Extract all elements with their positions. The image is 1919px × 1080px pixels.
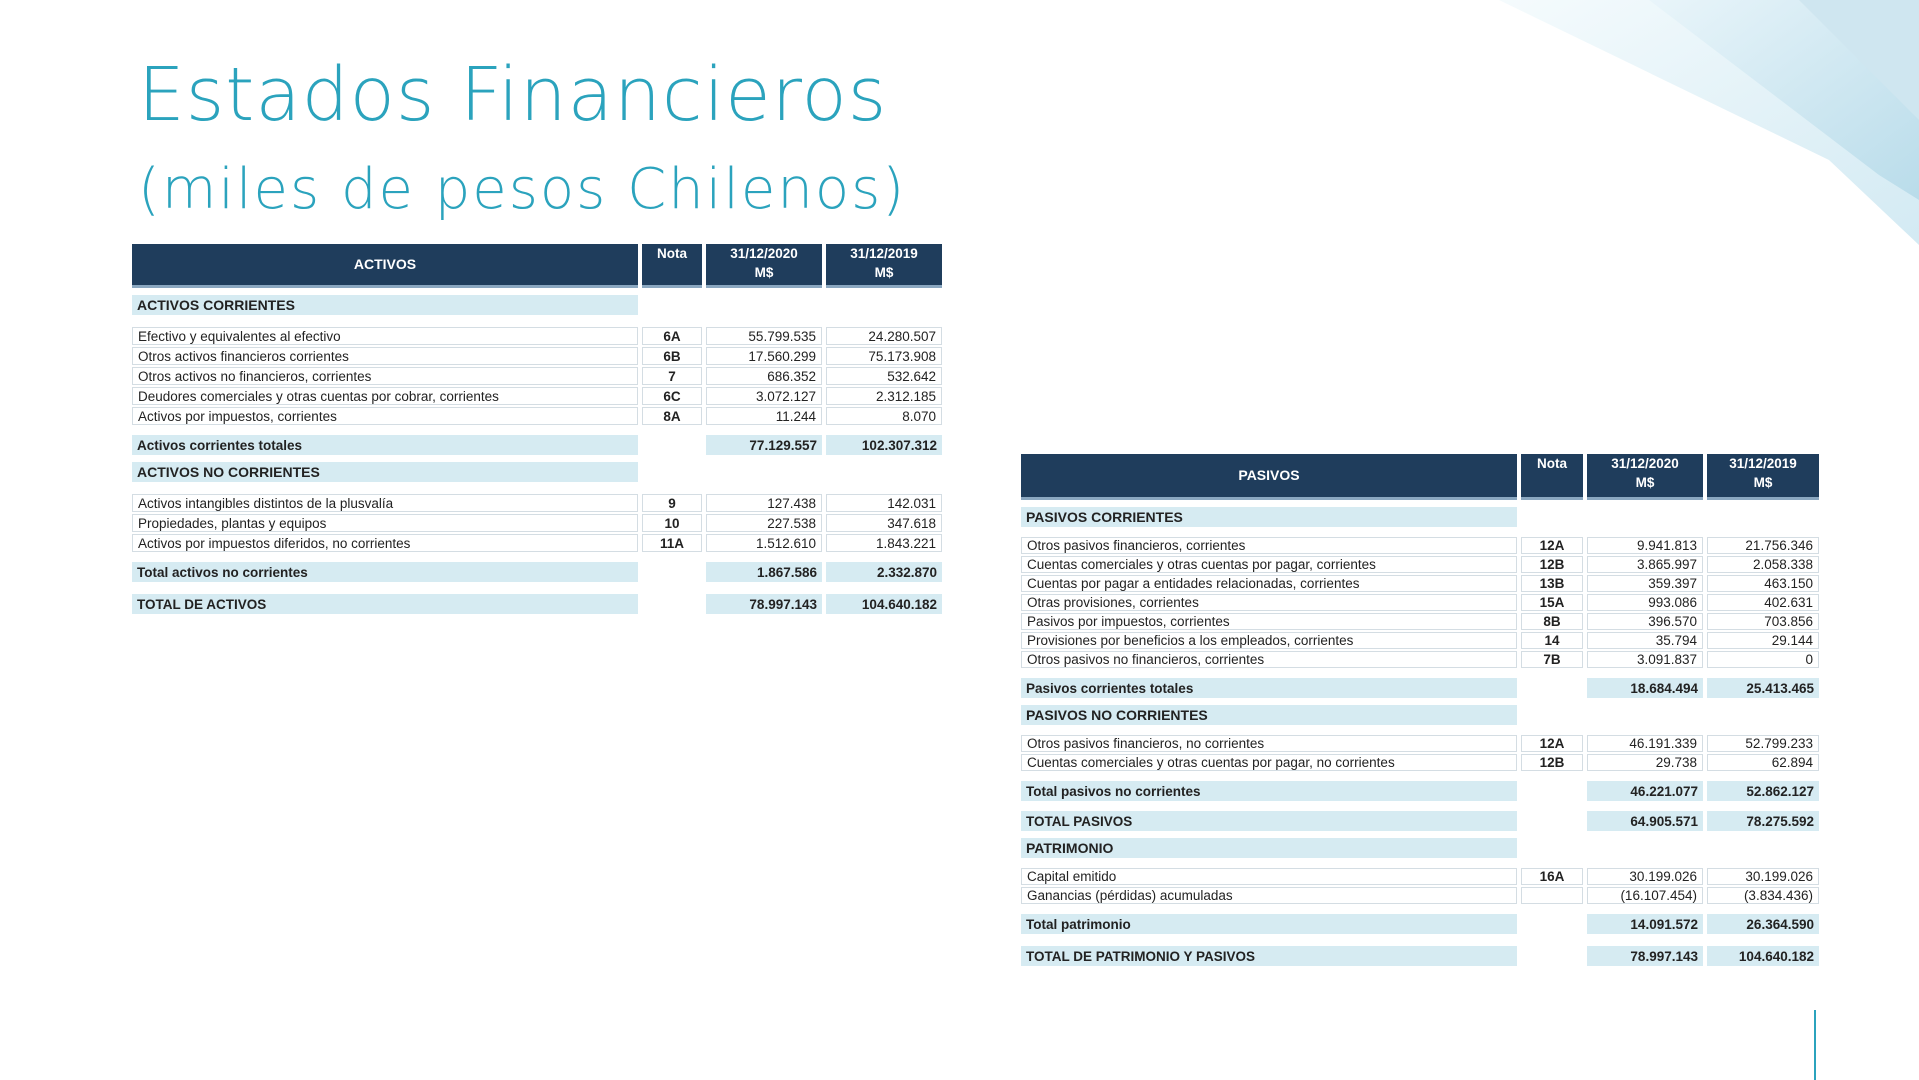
subtotal-row-label: Total pasivos no corrientes xyxy=(1021,781,1517,801)
header-unit-2019: M$ xyxy=(1753,475,1773,490)
header-unit-2019: M$ xyxy=(874,265,894,280)
header-date-2019: 31/12/2019 xyxy=(1729,456,1797,471)
spacer-row xyxy=(132,554,942,560)
spacer-row xyxy=(1021,803,1819,809)
subtotal-row-blank xyxy=(1521,678,1583,698)
section-heading: PATRIMONIO xyxy=(1021,838,1517,858)
line-item-2019: 463.150 xyxy=(1707,575,1819,592)
section-row xyxy=(1021,705,1819,725)
line-item-2019: 30.199.026 xyxy=(1707,868,1819,885)
total-pasivos-row-2020: 64.905.571 xyxy=(1587,811,1703,831)
subtotal-row-2019: 26.364.590 xyxy=(1707,914,1819,934)
line-item-row xyxy=(1021,868,1819,885)
subtotal-row-label: Pasivos corrientes totales xyxy=(1021,678,1517,698)
line-item-2019: 0 xyxy=(1707,651,1819,668)
line-item-row xyxy=(1021,537,1819,554)
line-item-nota: 7 xyxy=(642,367,702,385)
line-item-2019: 29.144 xyxy=(1707,632,1819,649)
line-item-2020: 127.438 xyxy=(706,494,822,512)
line-item-nota: 6C xyxy=(642,387,702,405)
total-pasivos-row xyxy=(1021,811,1819,831)
line-item-nota: 6A xyxy=(642,327,702,345)
line-item-label: Ganancias (pérdidas) acumuladas xyxy=(1021,887,1517,904)
line-item-row xyxy=(132,534,942,552)
line-item-nota: 7B xyxy=(1521,651,1583,668)
line-item-label: Pasivos por impuestos, corrientes xyxy=(1021,613,1517,630)
header-label: PASIVOS xyxy=(1021,454,1517,500)
line-item-label: Otras provisiones, corrientes xyxy=(1021,594,1517,611)
header-2020 xyxy=(1587,454,1703,500)
line-item-2020: 29.738 xyxy=(1587,754,1703,771)
grand-total-blank xyxy=(1521,946,1583,966)
section-row xyxy=(132,295,942,315)
line-item-nota: 12A xyxy=(1521,537,1583,554)
line-item-2019: 142.031 xyxy=(826,494,942,512)
spacer-row xyxy=(132,484,942,492)
subtotal-row xyxy=(132,562,942,582)
line-item-nota: 8B xyxy=(1521,613,1583,630)
header-row xyxy=(1021,454,1819,500)
subtotal-row-2020: 18.684.494 xyxy=(1587,678,1703,698)
subtotal-row-2020: 77.129.557 xyxy=(706,435,822,455)
line-item-row xyxy=(1021,651,1819,668)
header-unit-2020: M$ xyxy=(754,265,774,280)
line-item-nota: 8A xyxy=(642,407,702,425)
spacer-row xyxy=(132,584,942,592)
total-pasivos-row-blank xyxy=(1521,811,1583,831)
line-item-2020: 30.199.026 xyxy=(1587,868,1703,885)
line-item-row xyxy=(132,387,942,405)
accent-line xyxy=(1814,1010,1816,1080)
line-item-nota: 12B xyxy=(1521,754,1583,771)
line-item-2019: 2.058.338 xyxy=(1707,556,1819,573)
line-item-2020: 686.352 xyxy=(706,367,822,385)
grand-total-label: TOTAL DE PATRIMONIO Y PASIVOS xyxy=(1021,946,1517,966)
line-item-row xyxy=(1021,556,1819,573)
line-item-label: Otros pasivos financieros, corrientes xyxy=(1021,537,1517,554)
section-blank xyxy=(1521,507,1819,527)
subtotal-row-label: Total activos no corrientes xyxy=(132,562,638,582)
page-subtitle: (miles de pesos Chilenos) xyxy=(138,157,907,222)
line-item-row xyxy=(132,494,942,512)
page-title: Estados Financieros xyxy=(138,52,888,138)
line-item-row xyxy=(1021,735,1819,752)
line-item-row xyxy=(1021,613,1819,630)
line-item-row xyxy=(132,407,942,425)
section-heading: ACTIVOS NO CORRIENTES xyxy=(132,462,638,482)
line-item-label: Otros pasivos no financieros, corrientes xyxy=(1021,651,1517,668)
grand-total-2020: 78.997.143 xyxy=(706,594,822,614)
header-date-2020: 31/12/2020 xyxy=(730,246,798,261)
line-item-nota xyxy=(1521,887,1583,904)
subtotal-row-label: Activos corrientes totales xyxy=(132,435,638,455)
line-item-row xyxy=(132,347,942,365)
line-item-2019: 24.280.507 xyxy=(826,327,942,345)
subtotal-row xyxy=(132,435,942,455)
spacer-row xyxy=(1021,773,1819,779)
spacer-row xyxy=(1021,502,1819,505)
line-item-2019: 402.631 xyxy=(1707,594,1819,611)
line-item-2019: 2.312.185 xyxy=(826,387,942,405)
subtotal-row-label: Total patrimonio xyxy=(1021,914,1517,934)
header-date-2019: 31/12/2019 xyxy=(850,246,918,261)
corner-decoration xyxy=(1499,0,1919,260)
line-item-label: Provisiones por beneficios a los empleados, corrientes xyxy=(1021,632,1517,649)
line-item-nota: 14 xyxy=(1521,632,1583,649)
line-item-2020: 227.538 xyxy=(706,514,822,532)
line-item-2019: 75.173.908 xyxy=(826,347,942,365)
line-item-nota: 9 xyxy=(642,494,702,512)
line-item-2020: 1.512.610 xyxy=(706,534,822,552)
line-item-label: Deudores comerciales y otras cuentas por cobrar, corrientes xyxy=(132,387,638,405)
line-item-label: Otros activos financieros corrientes xyxy=(132,347,638,365)
line-item-row xyxy=(132,327,942,345)
line-item-nota: 12B xyxy=(1521,556,1583,573)
header-2019 xyxy=(1707,454,1819,500)
header-nota: Nota xyxy=(1521,454,1583,500)
line-item-2019: 8.070 xyxy=(826,407,942,425)
spacer-row xyxy=(1021,700,1819,703)
subtotal-row-2020: 46.221.077 xyxy=(1587,781,1703,801)
line-item-2019: 21.756.346 xyxy=(1707,537,1819,554)
section-heading: PASIVOS NO CORRIENTES xyxy=(1021,705,1517,725)
line-item-label: Cuentas comerciales y otras cuentas por pagar, corrientes xyxy=(1021,556,1517,573)
spacer-row xyxy=(132,457,942,460)
line-item-label: Efectivo y equivalentes al efectivo xyxy=(132,327,638,345)
line-item-label: Cuentas por pagar a entidades relacionadas, corrientes xyxy=(1021,575,1517,592)
subtotal-row-2019: 25.413.465 xyxy=(1707,678,1819,698)
grand-total-row xyxy=(1021,946,1819,966)
header-row xyxy=(132,244,942,288)
spacer-row xyxy=(1021,833,1819,836)
subtotal-row-blank xyxy=(642,435,702,455)
subtotal-row-2019: 2.332.870 xyxy=(826,562,942,582)
subtotal-row-2019: 102.307.312 xyxy=(826,435,942,455)
subtotal-row xyxy=(1021,678,1819,698)
header-2019 xyxy=(826,244,942,288)
grand-total-2020: 78.997.143 xyxy=(1587,946,1703,966)
grand-total-label: TOTAL DE ACTIVOS xyxy=(132,594,638,614)
line-item-label: Activos intangibles distintos de la plusvalía xyxy=(132,494,638,512)
section-row xyxy=(1021,838,1819,858)
spacer-row xyxy=(1021,936,1819,944)
line-item-nota: 13B xyxy=(1521,575,1583,592)
line-item-row xyxy=(1021,754,1819,771)
activos-table xyxy=(128,242,946,616)
line-item-row xyxy=(1021,594,1819,611)
line-item-label: Activos por impuestos diferidos, no corrientes xyxy=(132,534,638,552)
line-item-nota: 6B xyxy=(642,347,702,365)
section-heading: ACTIVOS CORRIENTES xyxy=(132,295,638,315)
line-item-row xyxy=(1021,632,1819,649)
grand-total-row xyxy=(132,594,942,614)
header-unit-2020: M$ xyxy=(1635,475,1655,490)
section-row xyxy=(1021,507,1819,527)
line-item-row xyxy=(1021,575,1819,592)
header-2020 xyxy=(706,244,822,288)
section-blank xyxy=(1521,705,1819,725)
line-item-2019: (3.834.436) xyxy=(1707,887,1819,904)
line-item-2020: 46.191.339 xyxy=(1587,735,1703,752)
total-pasivos-row-2019: 78.275.592 xyxy=(1707,811,1819,831)
line-item-2019: 1.843.221 xyxy=(826,534,942,552)
line-item-nota: 12A xyxy=(1521,735,1583,752)
line-item-2019: 703.856 xyxy=(1707,613,1819,630)
spacer-row xyxy=(132,427,942,433)
subtotal-row xyxy=(1021,781,1819,801)
subtotal-row-2019: 52.862.127 xyxy=(1707,781,1819,801)
subtotal-row-2020: 14.091.572 xyxy=(1587,914,1703,934)
spacer-row xyxy=(132,290,942,293)
line-item-label: Otros pasivos financieros, no corrientes xyxy=(1021,735,1517,752)
line-item-row xyxy=(132,514,942,532)
header-label: ACTIVOS xyxy=(132,244,638,288)
line-item-2020: 9.941.813 xyxy=(1587,537,1703,554)
line-item-2020: 3.865.997 xyxy=(1587,556,1703,573)
line-item-2020: 993.086 xyxy=(1587,594,1703,611)
line-item-2020: (16.107.454) xyxy=(1587,887,1703,904)
spacer-row xyxy=(132,317,942,325)
spacer-row xyxy=(1021,860,1819,866)
line-item-row xyxy=(132,367,942,385)
subtotal-row-blank xyxy=(642,562,702,582)
line-item-2020: 3.091.837 xyxy=(1587,651,1703,668)
spacer-row xyxy=(1021,670,1819,676)
spacer-row xyxy=(1021,727,1819,733)
line-item-2019: 62.894 xyxy=(1707,754,1819,771)
line-item-2020: 3.072.127 xyxy=(706,387,822,405)
line-item-nota: 10 xyxy=(642,514,702,532)
grand-total-2019: 104.640.182 xyxy=(1707,946,1819,966)
line-item-label: Otros activos no financieros, corrientes xyxy=(132,367,638,385)
section-row xyxy=(132,462,942,482)
line-item-2020: 35.794 xyxy=(1587,632,1703,649)
line-item-nota: 15A xyxy=(1521,594,1583,611)
grand-total-blank xyxy=(642,594,702,614)
line-item-2020: 396.570 xyxy=(1587,613,1703,630)
spacer-row xyxy=(1021,529,1819,535)
spacer-row xyxy=(1021,906,1819,912)
line-item-nota: 11A xyxy=(642,534,702,552)
line-item-2020: 11.244 xyxy=(706,407,822,425)
line-item-label: Capital emitido xyxy=(1021,868,1517,885)
total-pasivos-row-label: TOTAL PASIVOS xyxy=(1021,811,1517,831)
line-item-2019: 532.642 xyxy=(826,367,942,385)
line-item-2019: 52.799.233 xyxy=(1707,735,1819,752)
pasivos-table xyxy=(1017,452,1823,968)
line-item-label: Cuentas comerciales y otras cuentas por pagar, no corrientes xyxy=(1021,754,1517,771)
line-item-2020: 17.560.299 xyxy=(706,347,822,365)
section-heading: PASIVOS CORRIENTES xyxy=(1021,507,1517,527)
line-item-2019: 347.618 xyxy=(826,514,942,532)
line-item-label: Propiedades, plantas y equipos xyxy=(132,514,638,532)
subtotal-row-blank xyxy=(1521,781,1583,801)
grand-total-2019: 104.640.182 xyxy=(826,594,942,614)
subtotal-row-2020: 1.867.586 xyxy=(706,562,822,582)
section-blank xyxy=(1521,838,1819,858)
section-blank xyxy=(642,462,942,482)
subtotal-row-blank xyxy=(1521,914,1583,934)
header-date-2020: 31/12/2020 xyxy=(1611,456,1679,471)
subtotal-row xyxy=(1021,914,1819,934)
line-item-label: Activos por impuestos, corrientes xyxy=(132,407,638,425)
section-blank xyxy=(642,295,942,315)
header-nota: Nota xyxy=(642,244,702,288)
line-item-nota: 16A xyxy=(1521,868,1583,885)
line-item-2020: 55.799.535 xyxy=(706,327,822,345)
line-item-row xyxy=(1021,887,1819,904)
line-item-2020: 359.397 xyxy=(1587,575,1703,592)
